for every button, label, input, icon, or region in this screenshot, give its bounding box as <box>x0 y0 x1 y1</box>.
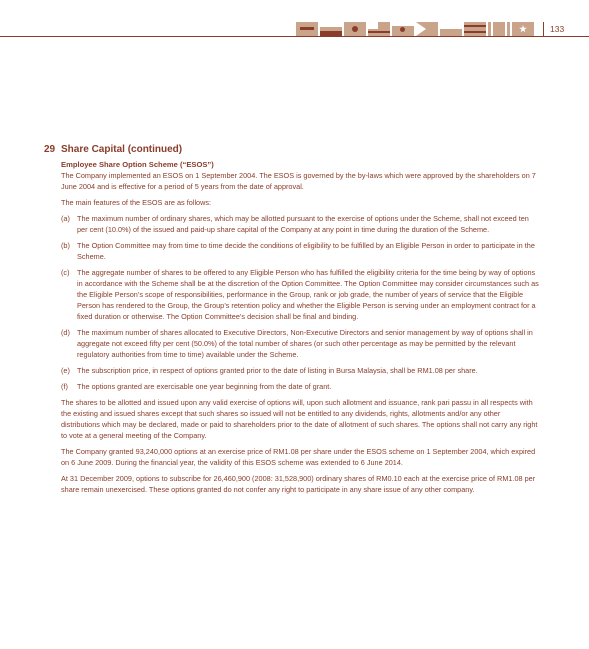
feature-text: The maximum number of shares allocated to Executive Directors, Non-Executive Directors and senior management by way of options shall in aggregate not exceed fifty per cent (50.0%) of the total number of shares (or such other percentage as may be permitted by the relevant regulatory authorities from time to time) available under the Scheme. <box>77 328 533 359</box>
section-title: Share Capital (continued) <box>61 144 183 155</box>
feature-item-c <box>61 267 540 322</box>
section-number: 29 <box>44 144 56 155</box>
feature-item-b <box>61 240 540 262</box>
section-body <box>61 159 540 495</box>
rights-paragraph: The shares to be allotted and issued upon any valid exercise of options will, upon such allotment and issuance, rank pari passu in all respects with the existing and issued shares except that such shares so issued will not be entitled to any dividends, rights, allotments and/or any other distributions which may be declared, made or paid to shareholders prior to the date of allotment of such shares. The options shall not carry any right to vote at a general meeting of the Company. <box>61 398 538 440</box>
flag-6-icon <box>416 22 438 36</box>
section-heading <box>44 144 540 155</box>
feature-text: The options granted are exercisable one year beginning from the date of grant. <box>77 382 332 391</box>
feature-label: (c) <box>61 268 70 277</box>
flag-8-icon <box>464 22 486 36</box>
page-number: 133 <box>543 22 564 36</box>
feature-text: The Option Committee may from time to time decide the conditions of eligibility to be fulfilled by an Eligible Person in order to participate in the Scheme. <box>77 241 535 261</box>
feature-label: (e) <box>61 366 70 375</box>
flag-7-icon <box>440 22 462 36</box>
options-unexercised-paragraph: At 31 December 2009, options to subscribe for 26,460,900 (2008: 31,528,900) ordinary shares of RM0.10 each at the exercise price of RM1.08 per share remain unexercised. These options granted do not confer any right to participate in any share issue of any other company. <box>61 474 536 494</box>
feature-item-f <box>61 381 540 392</box>
feature-label: (d) <box>61 328 70 337</box>
features-intro: The main features of the ESOS are as follows: <box>61 198 212 207</box>
feature-text: The maximum number of ordinary shares, which may be allotted pursuant to the exercise of options under the Scheme, shall not exceed ten per cent (10.0%) of the issued and paid-up share capital of the Company at any point in time during the duration of the Scheme. <box>77 214 529 234</box>
feature-text: The aggregate number of shares to be offered to any Eligible Person who has fulfilled the eligibility criteria for the time being by way of options in accordance with the Scheme shall be at the discretion of the Option Committee. The Option Committee may consider circumstances such as the Eligible Person’s scope of responsibilities, performance in the Group, rank or job grade, the number of years of service that the Eligible Person has rendered to the Group, the Group’s retention policy and whether the Eligible Person is serving under an employment contract for a fixed duration or otherwise. The Option Committee’s decision shall be final and binding. <box>77 268 539 321</box>
section-share-capital <box>44 144 540 500</box>
esos-intro-paragraph: The Company implemented an ESOS on 1 September 2004. The ESOS is governed by the by-laws which were approved by the shareholders on 7 June 2004 and is effective for a period of 5 years from the date of approval. <box>61 171 536 191</box>
feature-label: (b) <box>61 241 70 250</box>
feature-item-e <box>61 365 540 376</box>
feature-text: The subscription price, in respect of options granted prior to the date of listing in Bursa Malaysia, shall be RM1.08 per share. <box>77 366 478 375</box>
flag-2-icon <box>320 22 342 36</box>
flag-4-icon <box>368 22 390 36</box>
flag-10-icon <box>512 22 534 36</box>
flag-5-icon <box>392 22 414 36</box>
flag-strip <box>296 22 534 36</box>
feature-item-d <box>61 327 540 360</box>
feature-label: (a) <box>61 214 70 223</box>
header-rule <box>0 36 589 37</box>
flag-3-icon <box>344 22 366 36</box>
feature-label: (f) <box>61 382 68 391</box>
flag-1-icon <box>296 22 318 36</box>
esos-subheading: Employee Share Option Scheme (“ESOS”) <box>61 160 214 169</box>
feature-item-a <box>61 213 540 235</box>
options-granted-paragraph: The Company granted 93,240,000 options at an exercise price of RM1.08 per share under the ESOS scheme on 1 September 2004, which expired on 6 June 2009. During the financial year, the validity of this ESOS scheme was extended to 6 June 2014. <box>61 447 536 467</box>
flag-9-icon <box>488 22 510 36</box>
